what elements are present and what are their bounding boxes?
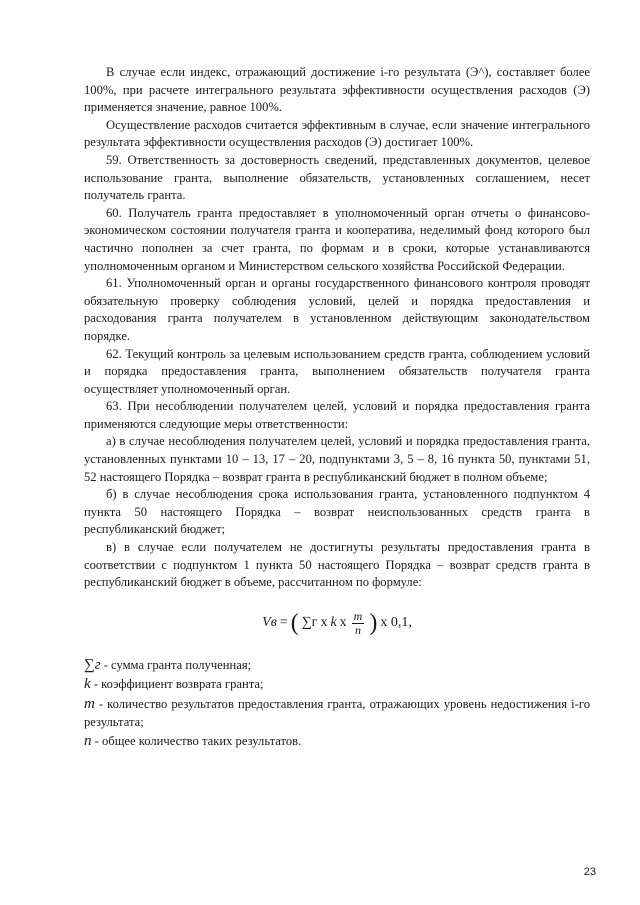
definition-symbol: ∑г xyxy=(84,656,101,673)
definition-text: - коэффициент возврата гранта; xyxy=(90,677,264,692)
paragraph-index-over-100: В случае если индекс, отражающий достижение i-го результата (Э^), составляет более 100%, при расчете интегрального результата эффективности осуществления расходов (Э) применяется значение, равное 100%. xyxy=(84,65,590,115)
paragraph-59: 59. Ответственность за достоверность сведений, представленных документов, целевое использование гранта, выполнение обязательств, установленных соглашением, несет получатель гранта. xyxy=(84,152,590,203)
refund-formula xyxy=(84,610,590,637)
paragraph-63-a: а) в случае несоблюдения получателем целей, условий и порядка предоставления гранта, установленных пунктами 10 – 13, 17 – 20, подпунктами 3, 5 – 8, 16 пункта 50, пунктами 51, 52 настоящего Порядка – возврат гранта в республиканский бюджет в полном объеме; xyxy=(84,434,590,484)
formula-close-paren: ) xyxy=(369,610,378,637)
formula-times-1: x xyxy=(320,615,328,631)
definition-m xyxy=(84,696,590,731)
page-number: 23 xyxy=(583,866,596,878)
paragraph-63-b: б) в случае несоблюдения срока использования гранта, установленного подпунктом 4 пункта 50 настоящего Порядка – возврат неиспользованных средств гранта в республиканский бюджет; xyxy=(84,487,590,537)
formula-fraction xyxy=(352,610,365,637)
definition-symbol: n xyxy=(84,733,92,750)
definition-symbol: m xyxy=(84,696,95,712)
definition-sum xyxy=(84,657,590,675)
paragraph-63-v: в) в случае если получателем не достигнуты результаты предоставления гранта в соответствии с подпунктом 1 пункта 50 настоящего Порядка – возврат средств гранта в республиканский бюджет в объеме, рассчитанном по формуле: xyxy=(84,540,590,590)
document-page xyxy=(84,64,590,751)
formula-tail: x 0,1, xyxy=(380,615,412,631)
paragraph-63: 63. При несоблюдении получателем целей, условий и порядка предоставления гранта применяются следующие меры ответственности: xyxy=(84,399,590,431)
formula-lhs: Vв xyxy=(262,615,277,631)
formula-numerator: m xyxy=(353,608,363,623)
formula-denominator: n xyxy=(354,622,361,637)
paragraph-61: 61. Уполномоченный орган и органы государственного финансового контроля проводят обязательную проверку соблюдения условий, целей и порядка предоставления и расходования гранта получателем в установленном действующим законодательством порядке. xyxy=(84,276,590,343)
paragraph-60: 60. Получатель гранта предоставляет в уполномоченный орган отчеты о финансово-экономическом состоянии получателя гранта и кооператива, неделимый фонд которого был частично пополнен за счет гранта, по формам и в сроки, которые устанавливаются уполномоченным органом и Министерством сельского хозяйства Российской Федерации. xyxy=(84,205,590,273)
definition-n xyxy=(84,733,590,751)
formula-open-paren: ( xyxy=(290,610,299,637)
definition-text: - количество результатов предоставления гранта, отражающих уровень недостижения i-го результата; xyxy=(84,697,590,729)
formula-equals: = xyxy=(279,615,288,631)
paragraph-62: 62. Текущий контроль за целевым использованием средств гранта, соблюдением условий и порядка предоставления гранта, выполнением обязательств получателя гранта осуществляет уполномоченный орган. xyxy=(84,346,590,396)
formula-k: k xyxy=(330,615,337,631)
definition-k xyxy=(84,676,590,694)
formula-sum: ∑г xyxy=(301,615,318,631)
formula-times-2: x xyxy=(339,615,347,631)
paragraph-effective-spending: Осуществление расходов считается эффективным в случае, если значение интегрального результата эффективности осуществления расходов (Э) достигает 100%. xyxy=(84,117,590,150)
definition-text: - общее количество таких результатов. xyxy=(91,734,302,749)
definition-text: - сумма гранта полученная; xyxy=(100,657,252,672)
definition-symbol: k xyxy=(84,676,91,693)
